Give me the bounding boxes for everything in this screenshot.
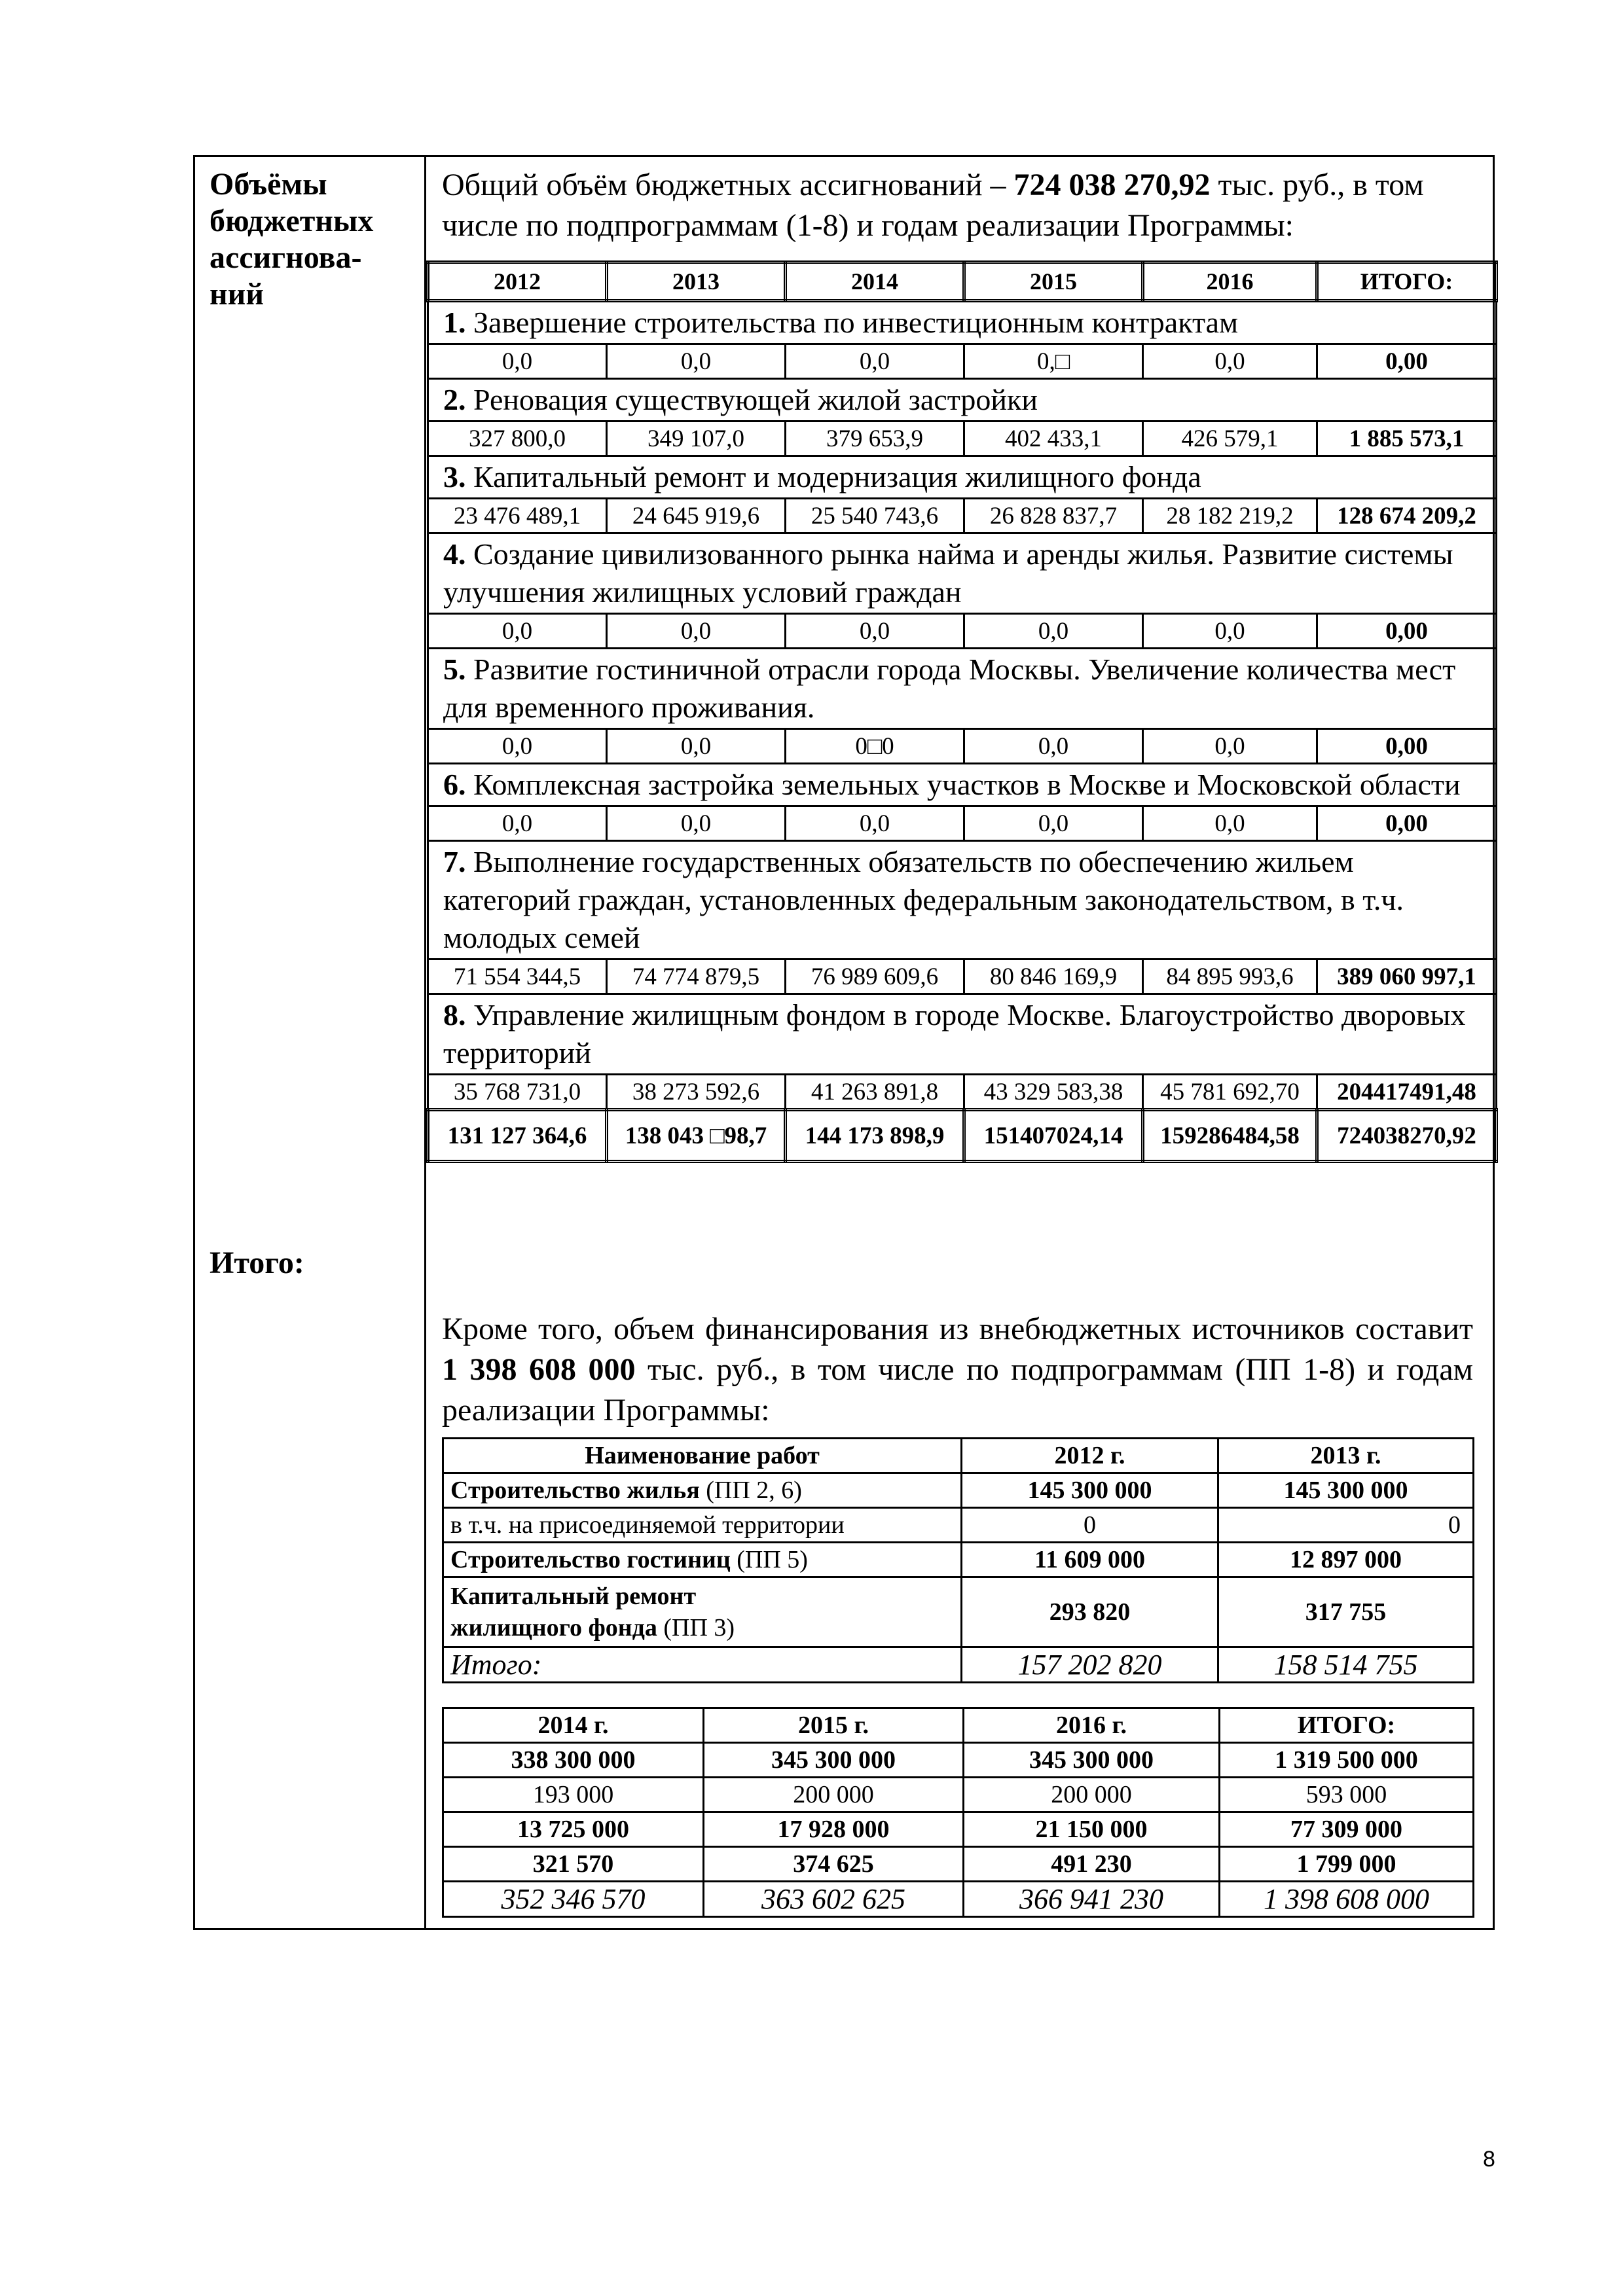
extrabudget-row <box>443 1577 1474 1647</box>
extrabudget-table-2014-2016 <box>442 1707 1474 1918</box>
work-name-rest: (ПП 3) <box>657 1614 735 1641</box>
itogo-label: Итого: <box>210 1246 304 1280</box>
work-name-bold: Капитальный ремонт жилищного фонда <box>450 1583 697 1641</box>
value-cell: 43 329 583,38 <box>964 1075 1143 1110</box>
subprogram-number: 2. <box>443 383 466 416</box>
intro-amount: 724 038 270,92 <box>1013 168 1211 202</box>
value-cell: 145 300 000 <box>1218 1473 1474 1508</box>
subprogram-number: 3. <box>443 460 466 493</box>
value-cell: 345 300 000 <box>704 1743 964 1778</box>
intro-suffix: тыс. руб., в том числе по подпрограммам (1-8) и годам реализации Программы: <box>442 168 1424 243</box>
value-cell: 0,0 <box>607 614 786 649</box>
total-cell: 151407024,14 <box>964 1110 1143 1162</box>
extrabudget2-header-row <box>443 1708 1474 1743</box>
value-cell: 200 000 <box>964 1778 1220 1812</box>
value-cell: 0,0 <box>1143 344 1317 379</box>
budget-allocation-table <box>426 260 1498 1163</box>
value-cell: 23 476 489,1 <box>428 499 607 533</box>
budget-intro-paragraph <box>442 165 1480 246</box>
value-cell: 0,0 <box>428 806 607 841</box>
work-name-cell <box>443 1577 962 1647</box>
subprogram-values-row <box>428 729 1497 764</box>
itogo-value-cell: 157 202 820 <box>962 1647 1218 1683</box>
value-cell: 80 846 169,9 <box>964 960 1143 994</box>
value-cell: 0,0 <box>786 806 964 841</box>
value-cell: 0,0 <box>607 344 786 379</box>
subprogram-title-row <box>428 379 1497 422</box>
value-cell: 317 755 <box>1218 1577 1474 1647</box>
work-name-rest: в т.ч. на присоединяемой территории <box>450 1511 845 1539</box>
value-cell: 402 433,1 <box>964 422 1143 456</box>
value-cell: 12 897 000 <box>1218 1543 1474 1577</box>
header-cell: 2013 г. <box>1218 1439 1474 1473</box>
value-cell: 0,0 <box>1143 806 1317 841</box>
value-cell: 0,0 <box>428 344 607 379</box>
subprogram-title-text: Создание цивилизованного рынка найма и аренды жилья. Развитие системы улучшения жилищных условий граждан <box>443 537 1453 609</box>
work-name-cell <box>443 1508 962 1543</box>
header-cell: Наименование работ <box>443 1439 962 1473</box>
subprogram-title-text: Развитие гостиничной отрасли города Москвы. Увеличение количества мест для временного проживания. <box>443 653 1456 724</box>
value-cell: 327 800,0 <box>428 422 607 456</box>
total-cell: 144 173 898,9 <box>786 1110 964 1162</box>
extrabudget2-row <box>443 1743 1474 1778</box>
year-header-row <box>428 262 1497 301</box>
section-title <box>210 166 373 313</box>
subprogram-title-text: Управление жилищным фондом в городе Москве. Благоустройство дворовых территорий <box>443 998 1466 1069</box>
extrabudget-itogo-row <box>443 1647 1474 1683</box>
value-cell: 26 828 837,7 <box>964 499 1143 533</box>
header-cell: ИТОГО: <box>1220 1708 1474 1743</box>
subprogram-values-row <box>428 499 1497 533</box>
value-cell: 0,0 <box>607 806 786 841</box>
year-header-cell: 2014 <box>786 262 964 301</box>
subprogram-title <box>428 456 1497 499</box>
subprogram-values-row <box>428 960 1497 994</box>
subprogram-number: 7. <box>443 845 466 878</box>
value-cell: 0,0 <box>1143 729 1317 764</box>
subprogram-title-text: Завершение строительства по инвестиционным контрактам <box>473 306 1239 339</box>
subprogram-title-row <box>428 764 1497 806</box>
value-cell: 0,0 <box>1143 614 1317 649</box>
value-cell: 0,0 <box>964 729 1143 764</box>
subprogram-number: 8. <box>443 998 466 1031</box>
subprogram-title-row <box>428 649 1497 729</box>
value-cell: 24 645 919,6 <box>607 499 786 533</box>
extrabudget-row <box>443 1473 1474 1508</box>
value-cell: 0,0 <box>428 729 607 764</box>
subprogram-values-row <box>428 614 1497 649</box>
extrabudget-row <box>443 1508 1474 1543</box>
page-number: 8 <box>1483 2147 1495 2172</box>
subprogram-title <box>428 994 1497 1075</box>
work-name-bold: Строительство гостиниц <box>450 1546 731 1573</box>
value-total-cell: 0,00 <box>1317 729 1497 764</box>
subprogram-title <box>428 379 1497 422</box>
value-cell: 74 774 879,5 <box>607 960 786 994</box>
extrabudget2-row <box>443 1778 1474 1812</box>
itogo-value-cell: 366 941 230 <box>964 1882 1220 1917</box>
subprogram-number: 1. <box>443 306 466 339</box>
work-name-cell <box>443 1543 962 1577</box>
value-cell: 0□0 <box>786 729 964 764</box>
extrabudget-table-2012-2013 <box>442 1437 1474 1683</box>
value-cell: 338 300 000 <box>443 1743 704 1778</box>
subprogram-title-row <box>428 456 1497 499</box>
header-cell: 2016 г. <box>964 1708 1220 1743</box>
year-header-cell: 2012 <box>428 262 607 301</box>
budget-section-frame <box>193 155 1495 1930</box>
work-name-cell <box>443 1473 962 1508</box>
value-cell: 379 653,9 <box>786 422 964 456</box>
itogo-value-cell: 1 398 608 000 <box>1220 1882 1474 1917</box>
subprogram-title-text: Комплексная застройка земельных участков в Москве и Московской области <box>473 768 1461 801</box>
section-title-line: ассигнова- <box>210 240 362 275</box>
value-cell: 193 000 <box>443 1778 704 1812</box>
value-cell: 491 230 <box>964 1847 1220 1882</box>
subprogram-number: 5. <box>443 653 466 686</box>
work-name-bold: Строительство жилья <box>450 1477 700 1504</box>
value-cell: 21 150 000 <box>964 1812 1220 1847</box>
value-cell: 0,0 <box>964 806 1143 841</box>
value-cell: 0,0 <box>786 614 964 649</box>
itogo-value-cell: 363 602 625 <box>704 1882 964 1917</box>
grand-total-cell: 724038270,92 <box>1317 1110 1497 1162</box>
extrabudget2-itogo-row <box>443 1882 1474 1917</box>
total-header-cell: ИТОГО: <box>1317 262 1497 301</box>
header-cell: 2015 г. <box>704 1708 964 1743</box>
subprogram-values-row <box>428 422 1497 456</box>
value-cell: 45 781 692,70 <box>1143 1075 1317 1110</box>
value-cell: 593 000 <box>1220 1778 1474 1812</box>
itogo-value-cell: 158 514 755 <box>1218 1647 1474 1683</box>
value-cell: 0,0 <box>607 729 786 764</box>
section-title-line: Объёмы <box>210 167 327 202</box>
work-name-rest: (ПП 2, 6) <box>699 1477 802 1504</box>
value-cell: 11 609 000 <box>962 1543 1218 1577</box>
subprogram-title-text: Реновация существующей жилой застройки <box>473 383 1038 416</box>
value-cell: 321 570 <box>443 1847 704 1882</box>
value-cell: 0,0 <box>786 344 964 379</box>
subprogram-number: 4. <box>443 537 466 571</box>
extrabudget-row <box>443 1543 1474 1577</box>
value-cell: 1 319 500 000 <box>1220 1743 1474 1778</box>
subprogram-title <box>428 301 1497 344</box>
intro-prefix: Общий объём бюджетных ассигнований – <box>442 168 1014 202</box>
value-cell: 41 263 891,8 <box>786 1075 964 1110</box>
value-total-cell: 128 674 209,2 <box>1317 499 1497 533</box>
subprogram-values-row <box>428 344 1497 379</box>
value-cell: 0 <box>962 1508 1218 1543</box>
value-total-cell: 0,00 <box>1317 344 1497 379</box>
value-cell: 293 820 <box>962 1577 1218 1647</box>
note-suffix: тыс. руб., в том числе по подпрограммам (ПП 1-8) и годам реализации Программы: <box>442 1352 1474 1427</box>
section-content <box>426 157 1493 1928</box>
value-total-cell: 0,00 <box>1317 614 1497 649</box>
total-cell: 159286484,58 <box>1143 1110 1317 1162</box>
extrabudget2-row <box>443 1812 1474 1847</box>
value-cell: 0,0 <box>964 614 1143 649</box>
value-cell: 38 273 592,6 <box>607 1075 786 1110</box>
value-cell: 28 182 219,2 <box>1143 499 1317 533</box>
value-cell: 35 768 731,0 <box>428 1075 607 1110</box>
value-cell: 0 <box>1218 1508 1474 1543</box>
work-name-rest: (ПП 5) <box>730 1546 808 1573</box>
note-prefix: Кроме того, объем финансирования из внебюджетных источников составит <box>442 1312 1473 1346</box>
subprogram-title-row <box>428 301 1497 344</box>
value-cell: 1 799 000 <box>1220 1847 1474 1882</box>
year-header-cell: 2013 <box>607 262 786 301</box>
value-cell: 84 895 993,6 <box>1143 960 1317 994</box>
value-cell: 13 725 000 <box>443 1812 704 1847</box>
total-cell: 131 127 364,6 <box>428 1110 607 1162</box>
value-cell: 426 579,1 <box>1143 422 1317 456</box>
itogo-value-cell: 352 346 570 <box>443 1882 704 1917</box>
value-total-cell: 0,00 <box>1317 806 1497 841</box>
year-header-cell: 2015 <box>964 262 1143 301</box>
subprogram-title-row <box>428 533 1497 614</box>
value-cell: 0,0 <box>428 614 607 649</box>
section-title-line: ний <box>210 277 264 312</box>
value-cell: 145 300 000 <box>962 1473 1218 1508</box>
header-cell: 2014 г. <box>443 1708 704 1743</box>
value-cell: 200 000 <box>704 1778 964 1812</box>
subprogram-title-row <box>428 994 1497 1075</box>
subprogram-title <box>428 764 1497 806</box>
value-cell: 345 300 000 <box>964 1743 1220 1778</box>
subprogram-number: 6. <box>443 768 466 801</box>
value-cell: 0,□ <box>964 344 1143 379</box>
value-total-cell: 389 060 997,1 <box>1317 960 1497 994</box>
itogo-label-cell: Итого: <box>443 1647 962 1683</box>
value-cell: 25 540 743,6 <box>786 499 964 533</box>
extrabudget2-row <box>443 1847 1474 1882</box>
value-cell: 76 989 609,6 <box>786 960 964 994</box>
subprogram-values-row <box>428 1075 1497 1110</box>
total-cell: 138 043 □98,7 <box>607 1110 786 1162</box>
subprogram-title <box>428 533 1497 614</box>
header-cell: 2012 г. <box>962 1439 1218 1473</box>
subprogram-values-row <box>428 806 1497 841</box>
note-amount: 1 398 608 000 <box>442 1352 636 1387</box>
value-total-cell: 204417491,48 <box>1317 1075 1497 1110</box>
value-cell: 374 625 <box>704 1847 964 1882</box>
value-cell: 349 107,0 <box>607 422 786 456</box>
totals-row <box>428 1110 1497 1162</box>
value-total-cell: 1 885 573,1 <box>1317 422 1497 456</box>
subprogram-title-text: Выполнение государственных обязательств по обеспечению жильем категорий граждан, установленных федеральным законодательством, в т.ч. молодых семей <box>443 845 1404 954</box>
value-cell: 71 554 344,5 <box>428 960 607 994</box>
subprogram-title-text: Капитальный ремонт и модернизация жилищного фонда <box>473 460 1201 493</box>
section-title-line: бюджетных <box>210 204 374 238</box>
year-header-cell: 2016 <box>1143 262 1317 301</box>
extrabudget-paragraph <box>442 1309 1473 1431</box>
subprogram-title-row <box>428 841 1497 960</box>
value-cell: 17 928 000 <box>704 1812 964 1847</box>
subprogram-title <box>428 649 1497 729</box>
value-cell: 77 309 000 <box>1220 1812 1474 1847</box>
extrabudget-header-row <box>443 1439 1474 1473</box>
subprogram-title <box>428 841 1497 960</box>
